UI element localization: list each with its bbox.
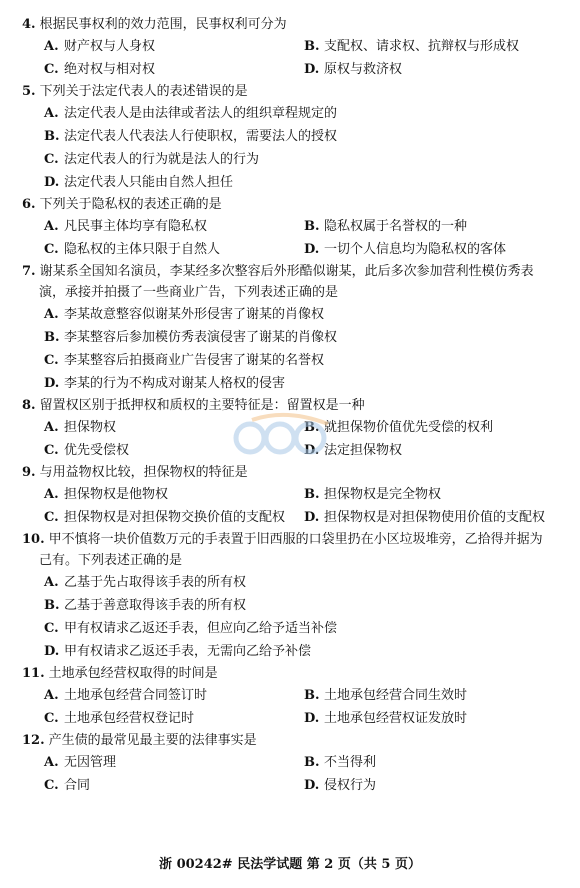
option-list <box>22 684 564 730</box>
question-5 <box>22 81 564 194</box>
question-text: 留置权区别于抵押权和质权的主要特征是：留置权是一种 <box>39 398 365 413</box>
question-number: 6. <box>22 197 36 212</box>
question-text-continued: 演，承接并拍摄了一些商业广告，下列表述正确的是 <box>39 285 339 300</box>
option-letter: D. <box>304 242 320 257</box>
option-letter: B. <box>304 755 320 770</box>
option-letter: A. <box>44 420 59 435</box>
option-text: 土地承包经营权证发放时 <box>324 711 468 726</box>
option-b <box>304 215 564 238</box>
option-letter: C. <box>44 353 59 368</box>
question-stem <box>22 261 564 282</box>
option-c <box>44 774 304 797</box>
option-d <box>44 372 564 395</box>
option-text: 隐私权的主体只限于自然人 <box>64 242 221 257</box>
option-d <box>304 238 564 261</box>
option-text: 侵权行为 <box>324 778 377 793</box>
question-text: 下列关于法定代表人的表述错误的是 <box>39 84 248 99</box>
option-text: 担保物权 <box>64 420 117 435</box>
question-text: 根据民事权利的效力范围，民事权利可分为 <box>39 17 287 32</box>
question-stem <box>22 395 564 416</box>
question-text: 与用益物权比较，担保物权的特征是 <box>39 465 248 480</box>
question-number: 11. <box>22 666 45 681</box>
question-stem <box>22 81 564 102</box>
question-7 <box>22 261 564 395</box>
option-letter: A. <box>44 307 59 322</box>
option-letter: C. <box>44 152 59 167</box>
option-letter: A. <box>44 487 59 502</box>
option-d <box>304 439 564 462</box>
option-text: 土地承包经营合同生效时 <box>324 688 468 703</box>
option-text: 法定代表人代表法人行使职权，需要法人的授权 <box>64 129 338 144</box>
option-list <box>22 416 564 462</box>
question-stem <box>22 663 564 684</box>
question-number: 7. <box>22 264 36 279</box>
option-text: 法定代表人是由法律或者法人的组织章程规定的 <box>64 106 338 121</box>
option-a <box>44 684 304 707</box>
option-letter: B. <box>44 129 60 144</box>
option-a <box>44 215 304 238</box>
option-text: 支配权、请求权、抗辩权与形成权 <box>324 39 520 54</box>
option-text: 担保物权是他物权 <box>64 487 169 502</box>
option-letter: A. <box>44 106 59 121</box>
question-stem <box>22 529 564 550</box>
question-4 <box>22 14 564 81</box>
question-text: 产生债的最常见最主要的法律事实是 <box>48 733 257 748</box>
option-a <box>44 303 564 326</box>
option-c <box>44 439 304 462</box>
option-text: 优先受偿权 <box>64 443 130 458</box>
option-a <box>44 751 304 774</box>
option-list <box>22 571 564 663</box>
option-list <box>22 35 564 81</box>
question-number: 5. <box>22 84 36 99</box>
option-list <box>22 215 564 261</box>
option-letter: D. <box>304 778 320 793</box>
option-letter: D. <box>44 175 60 190</box>
question-text-continued: 己有。下列表述正确的是 <box>39 553 183 568</box>
option-letter: D. <box>304 62 320 77</box>
option-letter: B. <box>304 39 320 54</box>
question-number: 12. <box>22 733 45 748</box>
option-text: 土地承包经营权登记时 <box>64 711 195 726</box>
option-d <box>304 774 564 797</box>
question-text: 谢某系全国知名演员，李某经多次整容后外形酷似谢某，此后多次参加营利性模仿秀表 <box>39 264 534 279</box>
question-8 <box>22 395 564 462</box>
option-list <box>22 303 564 395</box>
question-12 <box>22 730 564 797</box>
option-text: 绝对权与相对权 <box>64 62 156 77</box>
question-6 <box>22 194 564 261</box>
option-letter: D. <box>304 510 320 525</box>
option-c <box>44 349 564 372</box>
option-d <box>304 58 564 81</box>
option-c <box>44 707 304 730</box>
option-text: 担保物权是对担保物交换价值的支配权 <box>64 510 286 525</box>
option-letter: B. <box>304 420 320 435</box>
option-c <box>44 617 564 640</box>
option-letter: C. <box>44 621 59 636</box>
option-b <box>44 125 564 148</box>
option-text: 合同 <box>64 778 91 793</box>
option-c <box>44 148 564 171</box>
question-list <box>22 14 564 797</box>
page-footer: 浙 00242# 民法学试题 第 2 页（共 5 页） <box>159 857 421 872</box>
option-letter: B. <box>44 330 60 345</box>
option-text: 担保物权是对担保物使用价值的支配权 <box>324 510 546 525</box>
option-text: 李某的行为不构成对谢某人格权的侵害 <box>64 376 286 391</box>
option-letter: A. <box>44 755 59 770</box>
option-text: 原权与救济权 <box>324 62 403 77</box>
option-letter: B. <box>304 688 320 703</box>
question-number: 9. <box>22 465 36 480</box>
question-stem <box>22 194 564 215</box>
option-letter: B. <box>44 598 60 613</box>
option-text: 就担保物价值优先受偿的权利 <box>324 420 494 435</box>
option-text: 法定担保物权 <box>324 443 403 458</box>
option-text: 李某整容后参加模仿秀表演侵害了谢某的肖像权 <box>64 330 338 345</box>
option-b <box>304 35 564 58</box>
option-a <box>44 35 304 58</box>
question-stem <box>22 462 564 483</box>
option-text: 法定代表人只能由自然人担任 <box>64 175 234 190</box>
option-letter: C. <box>44 62 59 77</box>
option-a <box>44 416 304 439</box>
question-9 <box>22 462 564 529</box>
option-text: 李某整容后拍摄商业广告侵害了谢某的名誉权 <box>64 353 325 368</box>
option-b <box>44 326 564 349</box>
question-11 <box>22 663 564 730</box>
option-letter: A. <box>44 688 59 703</box>
option-a <box>44 102 564 125</box>
option-list <box>22 751 564 797</box>
option-c <box>44 238 304 261</box>
option-text: 担保物权是完全物权 <box>324 487 442 502</box>
question-number: 8. <box>22 398 36 413</box>
option-text: 隐私权属于名誉权的一种 <box>324 219 468 234</box>
option-text: 无因管理 <box>64 755 117 770</box>
option-list <box>22 102 564 194</box>
option-c <box>44 506 304 529</box>
option-c <box>44 58 304 81</box>
option-b <box>44 594 564 617</box>
option-d <box>44 171 564 194</box>
option-letter: C. <box>44 242 59 257</box>
option-text: 土地承包经营合同签订时 <box>64 688 208 703</box>
question-10 <box>22 529 564 663</box>
option-a <box>44 571 564 594</box>
option-letter: C. <box>44 711 59 726</box>
option-letter: A. <box>44 575 59 590</box>
option-letter: D. <box>44 376 60 391</box>
option-text: 一切个人信息均为隐私权的客体 <box>324 242 507 257</box>
option-text: 不当得利 <box>324 755 377 770</box>
question-stem <box>22 730 564 751</box>
option-text: 李某故意整容似谢某外形侵害了谢某的肖像权 <box>64 307 325 322</box>
option-letter: B. <box>304 487 320 502</box>
option-letter: C. <box>44 778 59 793</box>
option-letter: B. <box>304 219 320 234</box>
question-number: 4. <box>22 17 36 32</box>
option-text: 财产权与人身权 <box>64 39 156 54</box>
option-b <box>304 751 564 774</box>
option-letter: C. <box>44 443 59 458</box>
option-text: 乙基于先占取得该手表的所有权 <box>64 575 247 590</box>
option-letter: C. <box>44 510 59 525</box>
question-text: 下列关于隐私权的表述正确的是 <box>39 197 222 212</box>
option-a <box>44 483 304 506</box>
question-stem <box>22 14 564 35</box>
option-text: 甲有权请求乙返还手表，但应向乙给予适当补偿 <box>64 621 338 636</box>
option-d <box>304 506 564 529</box>
option-letter: D. <box>304 711 320 726</box>
option-letter: A. <box>44 219 59 234</box>
option-b <box>304 416 564 439</box>
option-text: 甲有权请求乙返还手表，无需向乙给予补偿 <box>64 644 312 659</box>
option-b <box>304 483 564 506</box>
option-d <box>44 640 564 663</box>
option-letter: D. <box>304 443 320 458</box>
option-d <box>304 707 564 730</box>
question-text: 土地承包经营权取得的时间是 <box>48 666 218 681</box>
option-b <box>304 684 564 707</box>
option-text: 法定代表人的行为就是法人的行为 <box>64 152 260 167</box>
option-list <box>22 483 564 529</box>
question-number: 10. <box>22 532 45 547</box>
option-text: 乙基于善意取得该手表的所有权 <box>64 598 247 613</box>
option-letter: D. <box>44 644 60 659</box>
option-text: 凡民事主体均享有隐私权 <box>64 219 208 234</box>
option-letter: A. <box>44 39 59 54</box>
question-text: 甲不慎将一块价值数万元的手表置于旧西服的口袋里扔在小区垃圾堆旁，乙拾得并据为 <box>48 532 543 547</box>
